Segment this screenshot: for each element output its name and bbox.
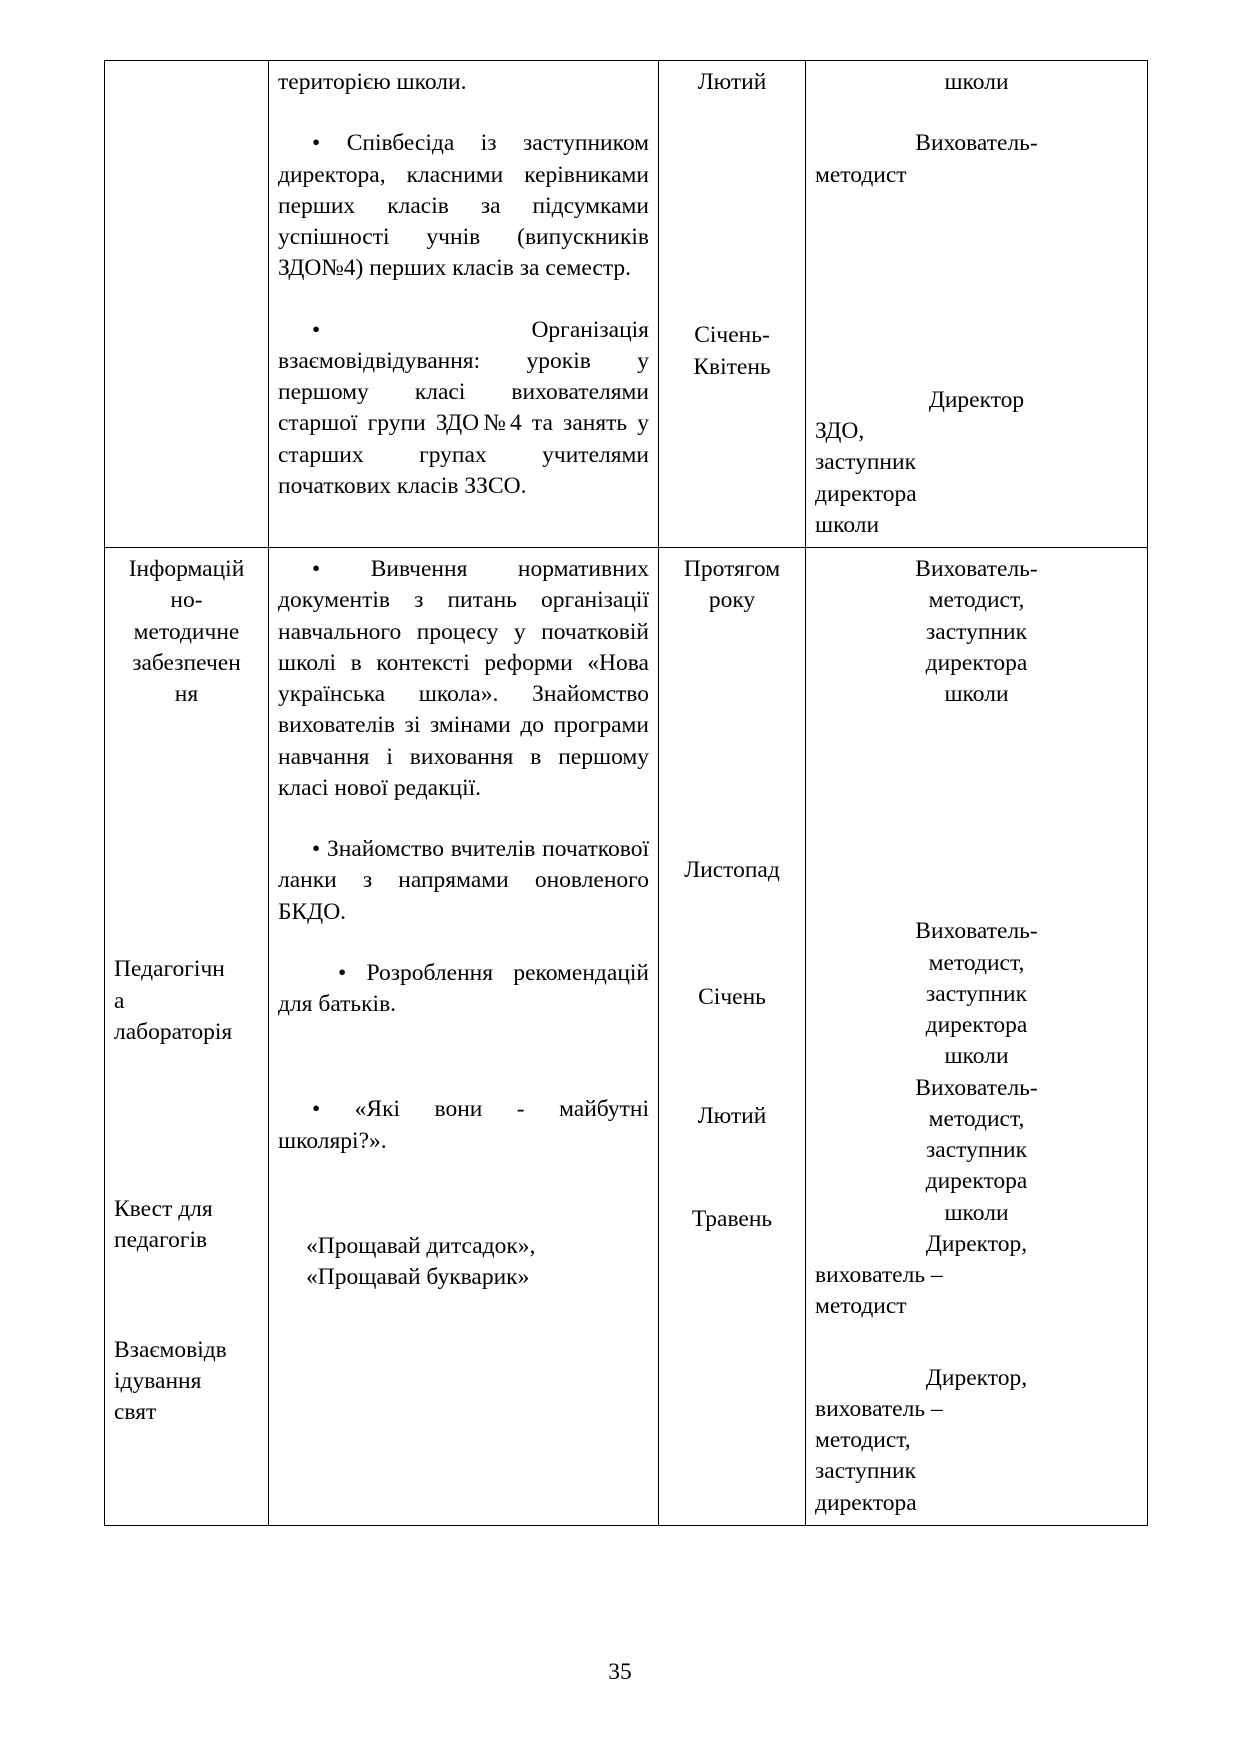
row1-term-2-line1: Січень- xyxy=(694,322,770,349)
row1-term-2-line2: Квітень xyxy=(693,353,771,380)
row1-resp-3d: директора xyxy=(815,480,917,507)
row2-direction-2a: Педагогічн xyxy=(114,956,225,983)
spacer xyxy=(815,1323,1138,1363)
row2-term-5: Травень xyxy=(691,1206,773,1233)
row1-resp-3b: ЗДО, xyxy=(815,418,865,444)
row2-content-p3: • Розроблення рекомендацій для батьків. xyxy=(278,959,649,1017)
spacer xyxy=(668,617,796,855)
row2-resp-3b: методист, xyxy=(928,1105,1025,1132)
row1-content-p3: • Організація взаємовідвідування: уроків у першому класі вихователями старшої групи ЗДО№4 та занять у старших групах учителями початкових класів ЗЗСО. xyxy=(278,316,649,499)
row1-content-cell xyxy=(269,61,659,548)
spacer xyxy=(668,248,796,320)
row1-content-p1: територією школи. xyxy=(278,69,467,95)
row2-resp-4c: методист xyxy=(815,1293,907,1320)
row2-resp-4a: Директор, xyxy=(925,1230,1028,1257)
row2-direction-1e: ня xyxy=(174,681,199,707)
row2-direction-3a: Квест для xyxy=(114,1196,213,1222)
row2-resp-5b: вихователь – xyxy=(815,1395,943,1422)
row2-resp-1c: заступник xyxy=(926,618,1027,645)
row2-direction-cell xyxy=(105,548,269,1526)
row2-content-inner xyxy=(278,554,649,1293)
schedule-table xyxy=(104,60,1148,1526)
spacer xyxy=(815,98,1138,128)
row1-resp-3c: заступник xyxy=(815,449,916,476)
spacer xyxy=(668,886,796,982)
row1-direction-cell xyxy=(105,61,269,548)
row2-term-cell xyxy=(659,548,806,1526)
row2-resp-2e: школи xyxy=(944,1043,1009,1070)
row1-resp-3e: школи xyxy=(815,511,880,538)
row2-term-1a: Протягом xyxy=(683,556,781,582)
row2-resp-4b: вихователь – xyxy=(815,1262,943,1288)
row2-responsible-cell xyxy=(806,548,1148,1526)
row2-resp-2d: директора xyxy=(925,1012,1028,1038)
row2-direction-1a: Інформацій xyxy=(128,556,245,582)
page-number: 35 xyxy=(608,1659,632,1685)
row2-content-cell xyxy=(269,548,659,1526)
row1-resp-2a: Вихователь- xyxy=(915,130,1038,157)
spacer xyxy=(815,341,1138,385)
row2-direction-3b: педагогів xyxy=(114,1227,208,1254)
row2-content-p2: • Знайомство вчителів початкової ланки з напрямами оновленого БКДО. xyxy=(278,836,649,925)
row2-direction-4a: Взаємовідв xyxy=(114,1336,227,1363)
row2-term-inner xyxy=(668,554,796,1236)
row1-resp-1: школи xyxy=(944,69,1009,95)
row2-resp-2c: заступник xyxy=(926,980,1027,1007)
row1-term-inner xyxy=(668,67,796,383)
row1-term-1: Лютий xyxy=(697,69,767,95)
row2-term-3: Січень xyxy=(698,983,766,1010)
row2-direction-4b: ідування xyxy=(114,1367,202,1394)
row2-content-p5b: «Прощавай букварик» xyxy=(306,1264,530,1290)
row2-direction-2b: а xyxy=(114,987,125,1014)
spacer xyxy=(278,1020,649,1094)
row2-direction-1c: методичне xyxy=(133,618,240,645)
row2-direction-4c: свят xyxy=(114,1399,157,1425)
spacer xyxy=(668,1132,796,1204)
row1-resp-3a: Директор xyxy=(928,386,1025,413)
row2-direction-1b: но- xyxy=(170,587,203,614)
row2-resp-5a: Директор, xyxy=(925,1364,1028,1391)
spacer xyxy=(114,1257,259,1335)
spacer xyxy=(668,1013,796,1101)
row1-resp-2b: методист xyxy=(815,161,907,188)
spacer xyxy=(114,1048,259,1194)
spacer xyxy=(278,928,649,958)
row2-direction-1d: забезпечен xyxy=(132,649,241,676)
row2-resp-1a: Вихователь- xyxy=(915,556,1038,582)
row1-content-p2: • Співбесіда із заступником директора, класними керівниками перших класів за підсумками успішності учнів (випускників ЗДО№4) перших класів за семестр. xyxy=(278,130,649,282)
spacer xyxy=(668,98,796,248)
row2-resp-3e: школи xyxy=(944,1199,1009,1226)
row2-resp-5e: директора xyxy=(815,1489,917,1516)
row2-term-4: Лютий xyxy=(697,1103,767,1129)
row2-term-2: Листопад xyxy=(684,856,780,883)
row2-resp-1b: методист, xyxy=(928,587,1025,614)
row2-direction-inner xyxy=(114,554,259,1428)
spacer xyxy=(114,710,259,954)
spacer xyxy=(278,98,649,128)
spacer xyxy=(278,1157,649,1231)
row2-resp-5c: методист, xyxy=(815,1427,911,1453)
row2-resp-3a: Вихователь- xyxy=(915,1074,1038,1101)
row2-resp-2a: Вихователь- xyxy=(915,918,1038,945)
row2-resp-2b: методист, xyxy=(928,949,1025,976)
row2-direction-2c: лабораторія xyxy=(114,1018,233,1045)
row2-responsible-inner xyxy=(815,554,1138,1519)
spacer xyxy=(278,804,649,834)
row2-content-p4: • «Які вони - майбутні школярі?». xyxy=(278,1096,649,1154)
row2-resp-1e: школи xyxy=(944,681,1009,707)
row2-term-1b: року xyxy=(708,587,756,614)
row1-responsible-inner xyxy=(815,67,1138,541)
row2-resp-3d: директора xyxy=(925,1168,1028,1195)
row2-resp-5d: заступник xyxy=(815,1458,916,1485)
table-row xyxy=(105,61,1148,548)
row1-term-cell xyxy=(659,61,806,548)
spacer xyxy=(815,710,1138,916)
row2-resp-1d: директора xyxy=(925,649,1028,676)
row2-content-p5a: «Прощавай дитсадок», xyxy=(306,1232,536,1259)
spacer xyxy=(278,285,649,315)
table-row xyxy=(105,548,1148,1526)
row2-content-p1: • Вивчення нормативних документів з питань організації навчального процесу у початковій школі в контексті реформи «Нова українська школа». Знайомство вихователів зі змінами до програми навчання і виховання в першому класі нової редакції. xyxy=(278,556,649,801)
row2-resp-3c: заступник xyxy=(926,1137,1027,1163)
row1-content-inner xyxy=(278,67,649,502)
row1-responsible-cell xyxy=(806,61,1148,548)
spacer xyxy=(815,191,1138,341)
